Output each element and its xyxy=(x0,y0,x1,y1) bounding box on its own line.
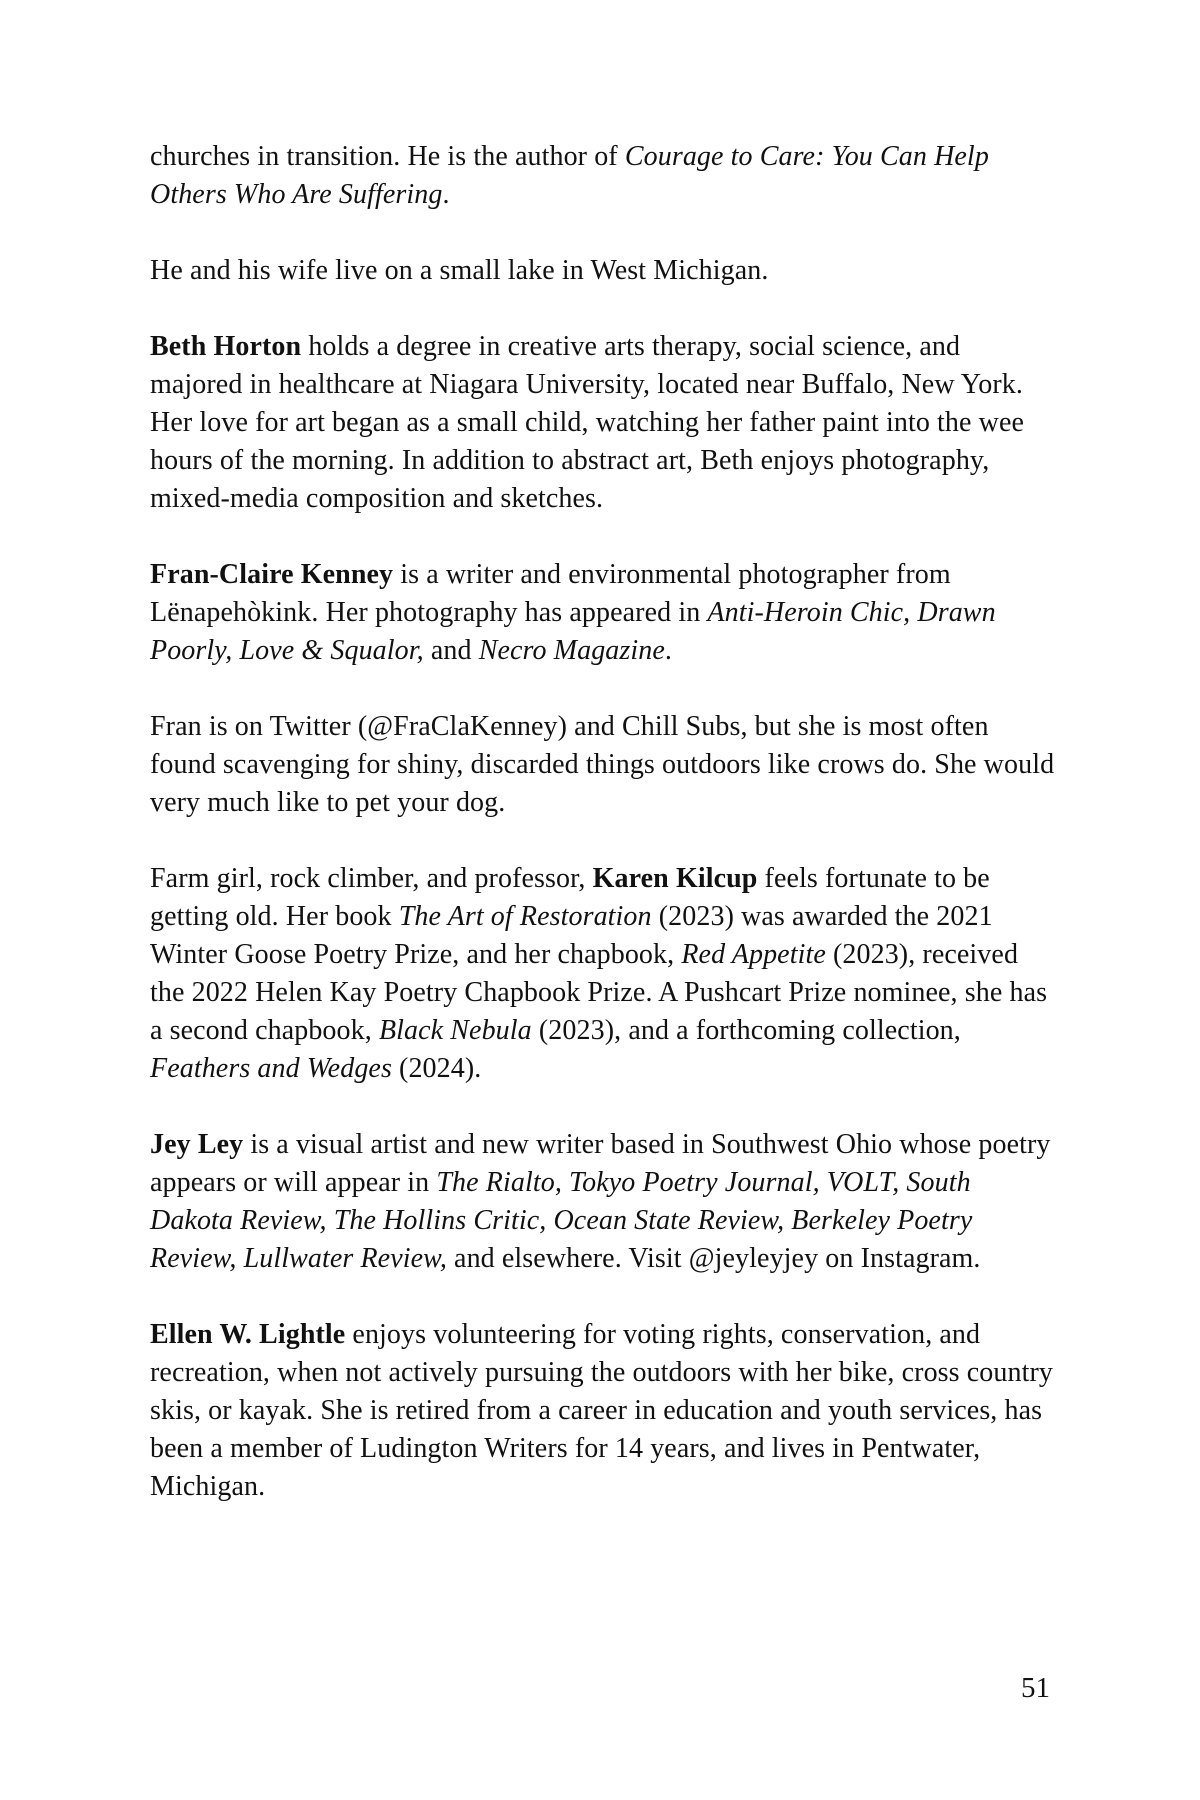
text-segment: (2024). xyxy=(391,1053,482,1084)
bio-paragraph-karen-kilcup xyxy=(150,860,1055,1088)
text-segment: (2023), received the 2022 Helen Kay Poetry Chapbook Prize. A Pushcart Prize nominee, she has a second chapbook, xyxy=(150,939,1048,1046)
text-segment: and xyxy=(423,635,479,666)
text-segment: is a writer and environmental photographer from Lënapehòkink. Her photography has appeared in xyxy=(150,559,951,628)
book-title: Black Nebula xyxy=(378,1015,532,1046)
text-segment: He and his wife live on a small lake in West Michigan. xyxy=(150,255,769,286)
bio-paragraph-jey-ley xyxy=(150,1126,1055,1278)
bio-paragraph-pipp-continued xyxy=(150,138,1055,214)
text-segment: (2023), and a forthcoming collection, xyxy=(531,1015,961,1046)
text-segment: . xyxy=(442,179,450,210)
book-title: The Art of Restoration xyxy=(398,901,652,932)
bio-paragraph-ellen-w-lightle xyxy=(150,1316,1055,1506)
publication-title: The Rialto, Tokyo Poetry Journal, VOLT, South Dakota Review, The Hollins Critic, Ocean State Review, Berkeley Poetry Review, Lullwater Review, xyxy=(150,1167,973,1274)
text-segment: enjoys volunteering for voting rights, conservation, and recreation, when not actively pursuing the outdoors with her bike, cross country skis, or kayak. She is retired from a career in education and youth services, has been a member of Ludington Writers for 14 years, and lives in Pentwater, Michigan. xyxy=(150,1319,1053,1502)
text-segment: (2023) was awarded the 2021 Winter Goose Poetry Prize, and her chapbook, xyxy=(150,901,993,970)
text-segment: is a visual artist and new writer based in Southwest Ohio whose poetry appears or will appear in xyxy=(150,1129,1051,1198)
text-segment: holds a degree in creative arts therapy, social science, and majored in healthcare at Niagara University, located near Buffalo, New York. Her love for art began as a small child, watching her father paint into the wee hours of the morning. In addition to abstract art, Beth enjoys photography, mixed-media composition and sketches. xyxy=(150,331,1025,514)
book-title: Red Appetite xyxy=(681,939,826,970)
text-segment: Fran is on Twitter (@FraClaKenney) and Chill Subs, but she is most often found scavenging for shiny, discarded things outdoors like crows do. She would very much like to pet your dog. xyxy=(150,711,1055,818)
bio-paragraph-fran-claire-kenney xyxy=(150,556,1055,670)
contributor-name: Jey Ley xyxy=(150,1129,244,1160)
text-segment: churches in transition. He is the author of xyxy=(150,141,625,172)
bio-paragraph-fran-socials xyxy=(150,708,1055,822)
publication-title: Necro Magazine xyxy=(478,635,665,666)
contributor-name: Beth Horton xyxy=(150,331,302,362)
text-segment: and elsewhere. Visit @jeyleyjey on Instagram. xyxy=(446,1243,981,1274)
bio-paragraph-beth-horton xyxy=(150,328,1055,518)
contributor-bios xyxy=(150,138,1055,1506)
book-title: Courage to Care: You Can Help Others Who Are Suffering xyxy=(150,141,989,210)
page-number: 51 xyxy=(1021,1672,1050,1704)
contributor-name: Karen Kilcup xyxy=(592,863,758,894)
publication-title: Anti-Heroin Chic, Drawn Poorly, Love & Squalor, xyxy=(150,597,996,666)
contributor-name: Fran-Claire Kenney xyxy=(150,559,394,590)
text-segment: feels fortunate to be getting old. Her book xyxy=(150,863,990,932)
bio-paragraph-pipp-home xyxy=(150,252,1055,290)
contributor-name: Ellen W. Lightle xyxy=(150,1319,346,1350)
text-segment: . xyxy=(664,635,673,666)
book-title: Feathers and Wedges xyxy=(150,1053,392,1084)
text-segment: Farm girl, rock climber, and professor, xyxy=(150,863,593,894)
